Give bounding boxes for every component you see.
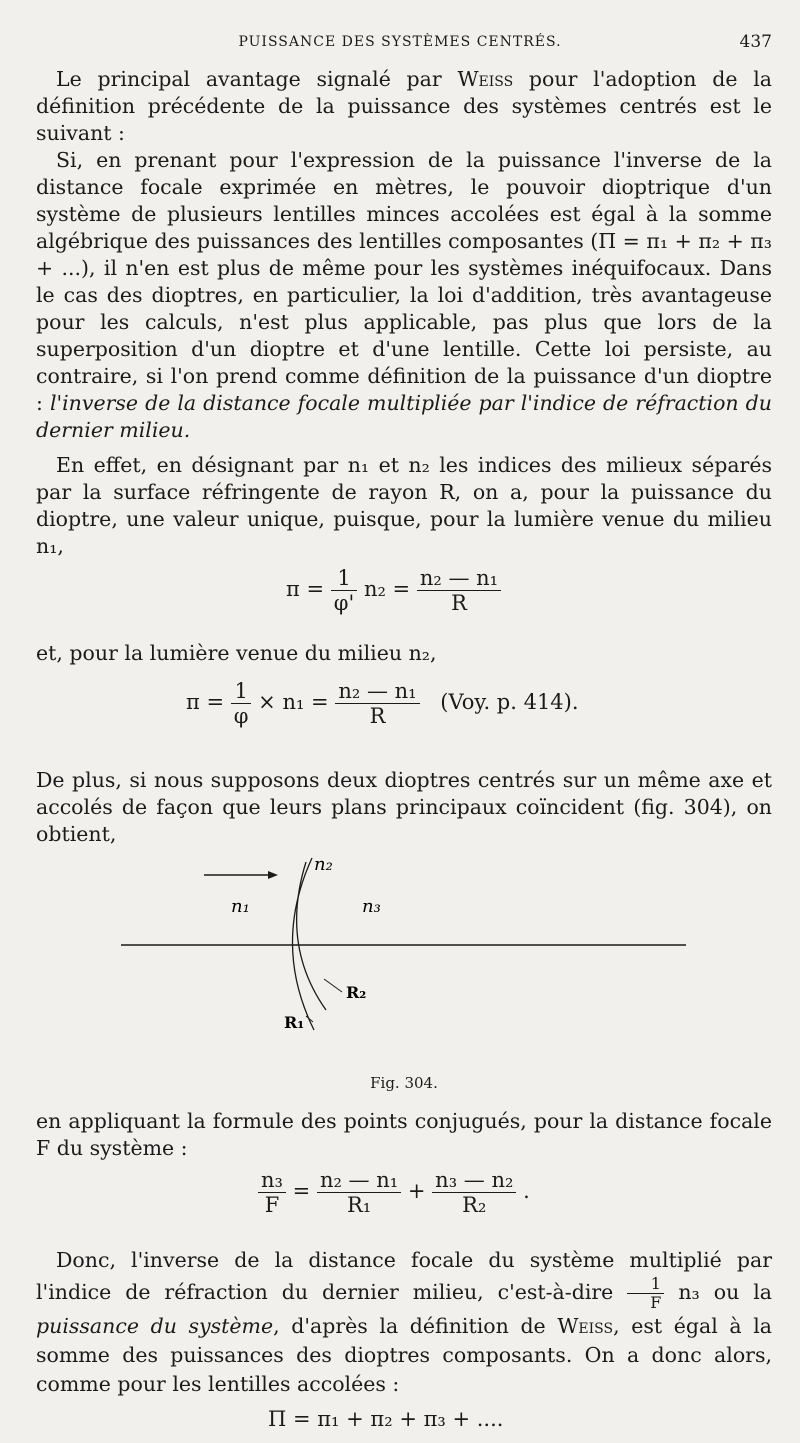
eq-final: Π = π₁ + π₂ + π₃ + ....: [268, 1407, 504, 1431]
text-run: Donc, l'inverse de la distance focale du système multiplié par l'indice de réfraction du dernier milieu, c'est-à-dire: [36, 1248, 772, 1304]
text-run: , est égal à la somme des puissances des dioptres composants. On a donc alors, comme pour les lentilles accolées :: [36, 1314, 772, 1396]
eq-plus: +: [407, 1179, 426, 1203]
fraction: $\frac{1}{\varphi'}$: [331, 566, 357, 615]
eq-lhs: π =: [286, 577, 325, 601]
author-name: Weiss: [557, 1314, 614, 1338]
page-body: [36, 66, 772, 1443]
paragraph-5: De plus, si nous supposons deux dioptres centrés sur un même axe et accolés de façon que leurs plans principaux coïncident (fig. 304), on obtient,: [36, 768, 772, 846]
equation-3: [36, 1168, 772, 1246]
label-r2: R₂: [346, 983, 367, 1002]
eq-lhs: π =: [186, 690, 225, 714]
definition-emphasis: l'inverse de la distance focale multipliée par l'indice de réfraction du dernier milieu.: [36, 391, 772, 442]
paragraph-2: [36, 147, 772, 444]
fraction: $\frac{\text{n₂ — n₁}}{R}$: [417, 566, 501, 615]
text-run: Si, en prenant pour l'expression de la puissance l'inverse de la distance focale exprimée en mètres, le pouvoir dioptrique d'un système de plusieurs lentilles minces accolées est égal à la somme algébrique des puissances des lentilles composantes (Π = π₁ + π₂ + π₃ + ...), il n'en est plus de même pour les systèmes inéquifocaux. Dans le cas des dioptres, en particulier, la loi d'addition, très avantageuse pour les calculs, n'est plus applicable, pas plus que lors de la superposition d'un dioptre et d'une lentille. Cette loi persiste, au contraire, si l'on prend comme définition de la puissance d'un dioptre :: [36, 148, 772, 415]
paragraph-3: En effet, en désignant par n₁ et n₂ les indices des milieux séparés par la surface réfringente de rayon R, on a, pour la puissance du dioptre, une valeur unique, puisque, pour la lumière venue du milieu n₁,: [36, 453, 772, 558]
paragraph-6: en appliquant la formule des points conjugués, pour la distance focale F du système :: [36, 1109, 772, 1160]
label-r1: R₁: [284, 1013, 305, 1032]
text-run: pour l'adoption de la définition précédente de la puissance des systèmes centrés est le suivant :: [36, 67, 772, 145]
equation-4: [36, 1403, 772, 1443]
label-n3: n₃: [362, 896, 381, 917]
dioptre-diagram: [116, 848, 716, 1068]
running-title: PUISSANCE DES SYSTÈMES CENTRÉS.: [238, 34, 562, 50]
paragraph-1: [36, 66, 772, 147]
surface-r2: [297, 862, 326, 1010]
surface-r1: [292, 858, 314, 1030]
fraction: $\frac{\text{n₃}}{F}$: [258, 1168, 286, 1217]
eq-middle: × n₁ =: [258, 690, 329, 714]
page-reference: (Voy. p. 414).: [440, 690, 579, 714]
figure-304: [36, 848, 772, 1108]
page-number: 437: [739, 32, 772, 52]
fraction: $\frac{\text{n₂ — n₁}}{R}$: [335, 679, 419, 728]
equation-1: [36, 566, 772, 640]
label-n1: n₁: [231, 896, 250, 917]
inline-fraction: $\frac{1}{F}$: [627, 1275, 664, 1312]
page-header: [0, 30, 800, 58]
equation-2: [36, 679, 772, 767]
text-run: , d'après la définition de: [273, 1314, 558, 1338]
text-run: n₃ ou la: [664, 1280, 773, 1304]
fraction: $\frac{1}{\varphi}$: [231, 679, 252, 728]
eq-middle: n₂ =: [363, 577, 411, 601]
label-n2: n₂: [314, 854, 333, 875]
fraction: $\frac{\text{n₃ — n₂}}{\text{R₂}}$: [432, 1168, 516, 1217]
text-run: Le principal avantage signalé par: [56, 67, 458, 91]
emphasis: puissance du système: [36, 1314, 274, 1338]
author-name: Weiss: [457, 67, 514, 91]
eq-equals: =: [292, 1179, 311, 1203]
paragraph-7: [36, 1246, 772, 1399]
eq-period: .: [523, 1179, 530, 1203]
paragraph-4: et, pour la lumière venue du milieu n₂,: [36, 641, 437, 665]
r2-leader: [324, 979, 342, 992]
fraction: $\frac{\text{n₂ — n₁}}{\text{R₁}}$: [317, 1168, 401, 1217]
figure-caption: Fig. 304.: [370, 1074, 438, 1092]
arrow-head-icon: [268, 871, 278, 879]
